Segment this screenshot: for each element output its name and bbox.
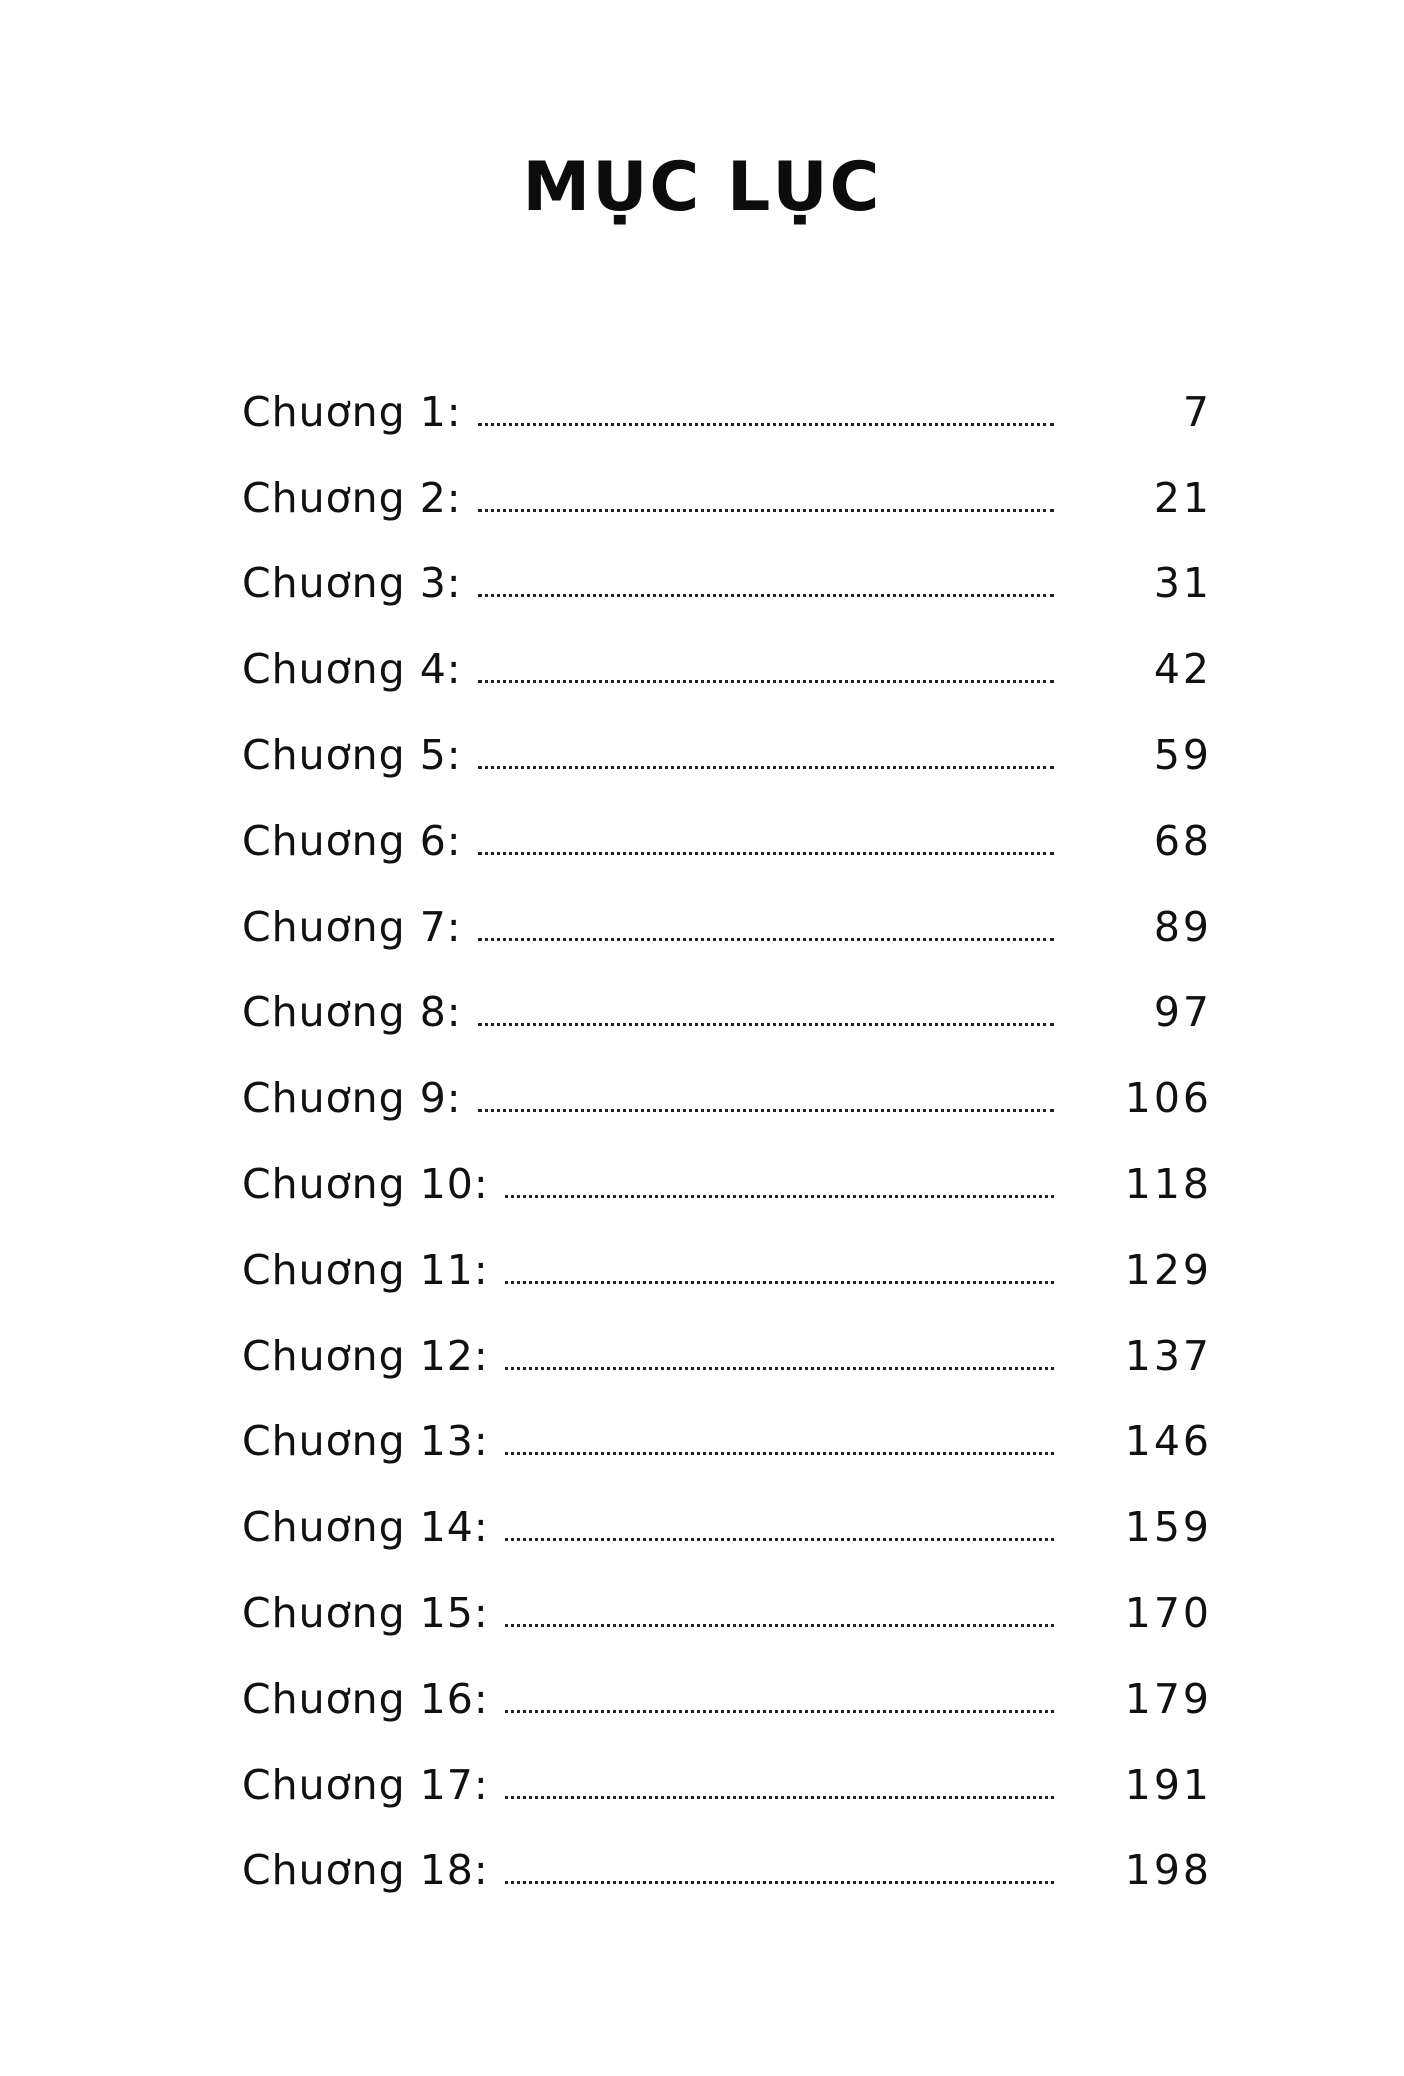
toc-entry xyxy=(242,1226,1212,1312)
toc-entry-page-number: 179 xyxy=(1124,1674,1212,1723)
toc-entry xyxy=(242,711,1212,797)
toc-entry-page-number: 118 xyxy=(1124,1159,1212,1208)
toc-dot-leader xyxy=(505,1796,1054,1799)
page-title: MỤC LỤC xyxy=(522,148,882,227)
toc-entry xyxy=(242,969,1212,1055)
toc-entry-label: Chuơng 7: xyxy=(242,902,462,951)
toc-entry-page-number: 159 xyxy=(1124,1503,1212,1552)
toc-entry xyxy=(242,883,1212,969)
toc-entry-page-number: 129 xyxy=(1124,1245,1212,1294)
toc-entry-label: Chuơng 1: xyxy=(242,387,462,436)
toc-dot-leader xyxy=(505,1452,1054,1455)
toc-entry-page-number: 68 xyxy=(1153,816,1212,865)
toc-entry xyxy=(242,1398,1212,1484)
toc-entry xyxy=(242,797,1212,883)
toc-entry-label: Chuơng 13: xyxy=(242,1417,489,1466)
toc-entry-page-number: 198 xyxy=(1124,1846,1212,1895)
toc-entry-label: Chuơng 5: xyxy=(242,730,462,779)
toc-entry-label: Chuơng 3: xyxy=(242,559,462,608)
toc-dot-leader xyxy=(478,680,1054,683)
toc-entry-page-number: 7 xyxy=(1182,387,1212,436)
toc-entry-page-number: 59 xyxy=(1153,730,1212,779)
toc-entry-label: Chuơng 18: xyxy=(242,1846,489,1895)
toc-entry xyxy=(242,1483,1212,1569)
toc-entry-page-number: 191 xyxy=(1124,1760,1212,1809)
toc-entry-label: Chuơng 15: xyxy=(242,1588,489,1637)
toc-entry-label: Chuơng 9: xyxy=(242,1074,462,1123)
toc-entry xyxy=(242,1140,1212,1226)
toc-entry xyxy=(242,1569,1212,1655)
toc-entry-page-number: 97 xyxy=(1153,988,1212,1037)
toc-entry xyxy=(242,1741,1212,1827)
toc-entry xyxy=(242,1827,1212,1913)
toc-dot-leader xyxy=(478,509,1054,512)
toc-dot-leader xyxy=(478,852,1054,855)
toc-entry-label: Chuơng 2: xyxy=(242,473,462,522)
toc-entry xyxy=(242,368,1212,454)
toc-entry-label: Chuơng 16: xyxy=(242,1674,489,1723)
toc-entry xyxy=(242,540,1212,626)
toc-dot-leader xyxy=(478,766,1054,769)
toc-entry-page-number: 89 xyxy=(1153,902,1212,951)
toc-entry-label: Chuơng 17: xyxy=(242,1760,489,1809)
toc-entry-page-number: 137 xyxy=(1124,1331,1212,1380)
toc-dot-leader xyxy=(478,1109,1054,1112)
table-of-contents xyxy=(242,368,1212,1912)
toc-entry-label: Chuơng 10: xyxy=(242,1159,489,1208)
toc-entry-label: Chuơng 12: xyxy=(242,1331,489,1380)
toc-entry-label: Chuơng 6: xyxy=(242,816,462,865)
toc-dot-leader xyxy=(478,938,1054,941)
toc-entry-label: Chuơng 4: xyxy=(242,645,462,694)
toc-entry-label: Chuơng 14: xyxy=(242,1503,489,1552)
toc-entry xyxy=(242,625,1212,711)
toc-dot-leader xyxy=(505,1538,1054,1541)
toc-entry-page-number: 146 xyxy=(1124,1417,1212,1466)
toc-dot-leader xyxy=(505,1881,1054,1884)
toc-entry-page-number: 42 xyxy=(1153,645,1212,694)
toc-entry xyxy=(242,1054,1212,1140)
toc-entry xyxy=(242,1655,1212,1741)
toc-entry-label: Chuơng 8: xyxy=(242,988,462,1037)
toc-dot-leader xyxy=(505,1624,1054,1627)
toc-entry-label: Chuơng 11: xyxy=(242,1245,489,1294)
toc-entry-page-number: 170 xyxy=(1124,1588,1212,1637)
toc-dot-leader xyxy=(478,423,1054,426)
toc-entry-page-number: 31 xyxy=(1153,559,1212,608)
toc-entry xyxy=(242,454,1212,540)
toc-dot-leader xyxy=(505,1710,1054,1713)
toc-dot-leader xyxy=(505,1367,1054,1370)
toc-dot-leader xyxy=(505,1195,1054,1198)
toc-dot-leader xyxy=(505,1281,1054,1284)
toc-dot-leader xyxy=(478,594,1054,597)
toc-dot-leader xyxy=(478,1023,1054,1026)
toc-entry xyxy=(242,1312,1212,1398)
toc-entry-page-number: 21 xyxy=(1153,473,1212,522)
toc-entry-page-number: 106 xyxy=(1124,1074,1212,1123)
